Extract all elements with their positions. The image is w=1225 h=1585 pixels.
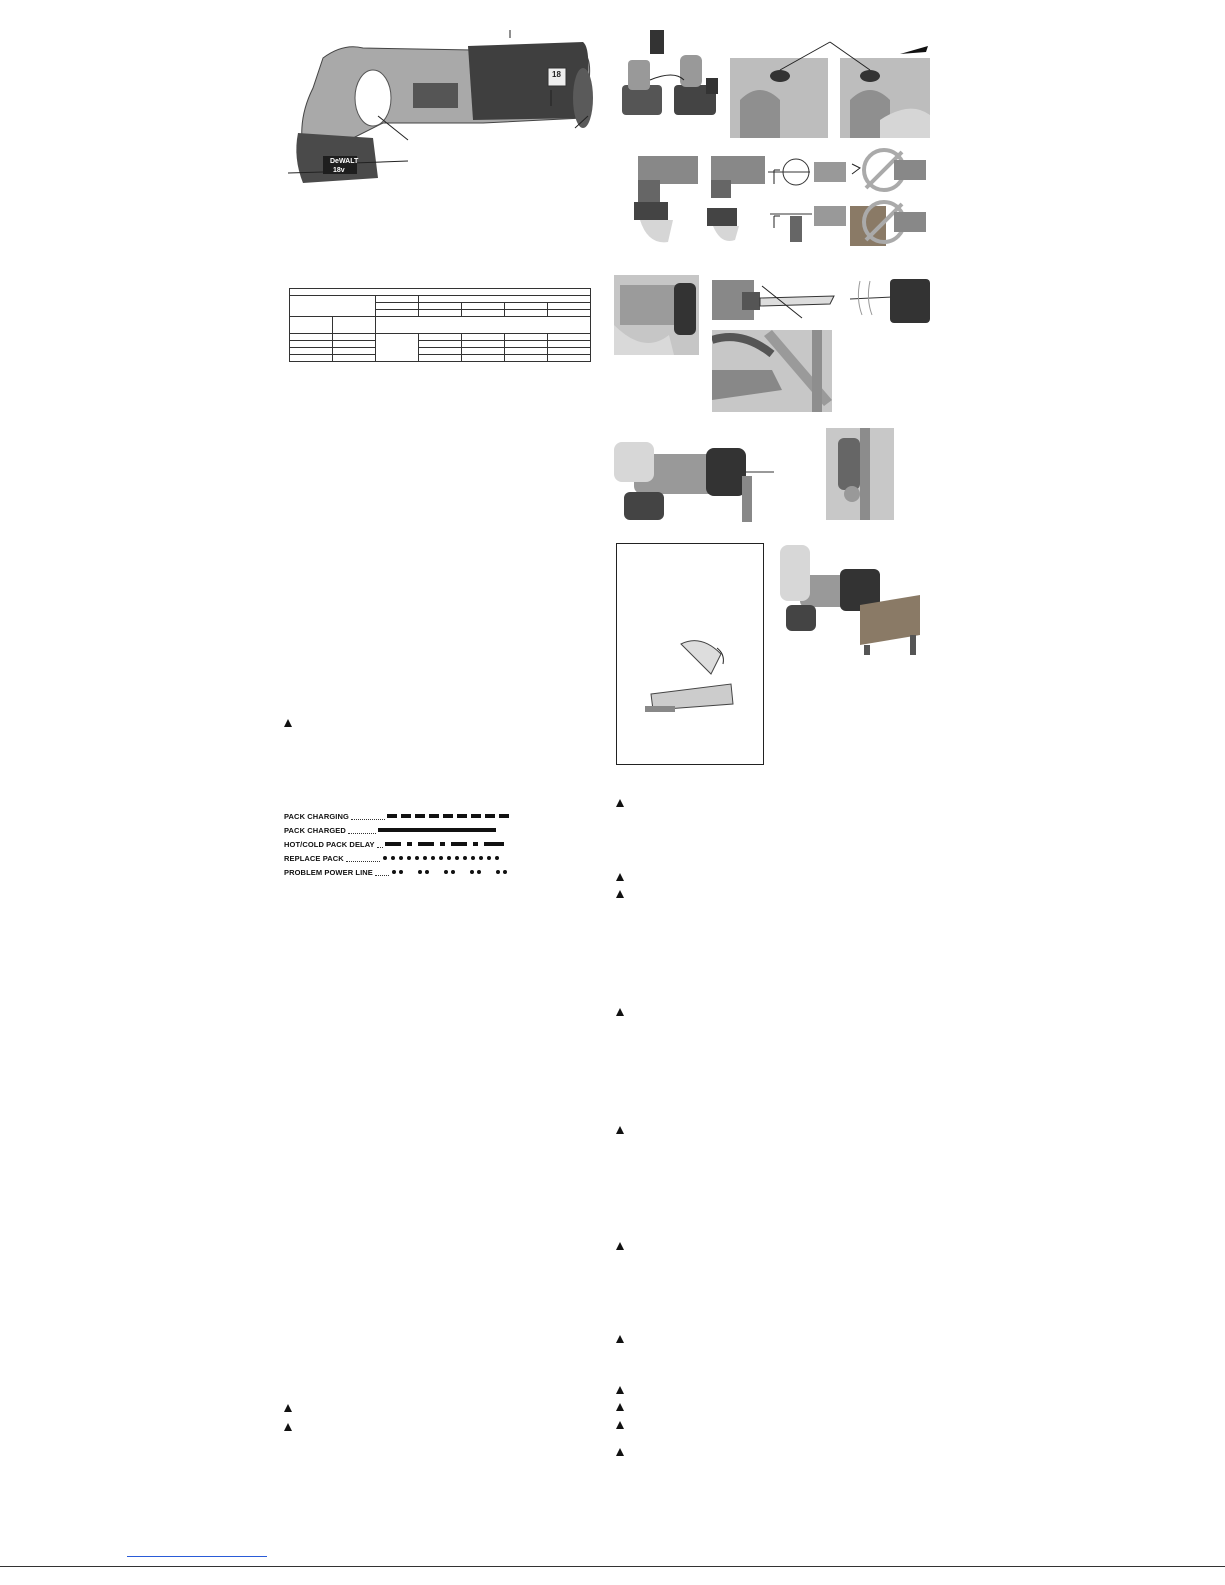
figure-cutting-frame — [712, 330, 832, 412]
legend-row-problem-power-line — [284, 866, 513, 878]
saw-voltage-badge: 18 — [552, 70, 561, 79]
figure-blade-wrong-1 — [848, 146, 926, 192]
saw-illustration — [283, 28, 603, 198]
legend-label: PACK CHARGING — [284, 811, 349, 821]
warning-triangle-icon — [616, 1242, 624, 1250]
legend-row-replace-pack — [284, 852, 504, 864]
legend-label: REPLACE PACK — [284, 853, 344, 863]
figure-switch-lock — [730, 40, 930, 138]
pattern-dot-pair — [391, 869, 513, 875]
figure-battery-charging — [614, 30, 724, 122]
pattern-dot — [382, 855, 504, 861]
figure-blade-clamp — [614, 275, 699, 355]
pattern-dash — [387, 813, 509, 819]
warning-triangle-icon — [616, 1008, 624, 1016]
warning-triangle-icon — [616, 890, 624, 898]
legend-row-hot-cold-delay — [284, 838, 507, 850]
footer-link-underline[interactable] — [127, 1556, 267, 1557]
figure-plunge-cut — [641, 634, 741, 724]
figure-plunge-cut-box — [616, 543, 764, 765]
legend-row-pack-charged — [284, 824, 500, 836]
legend-row-pack-charging — [284, 810, 509, 822]
warning-triangle-icon — [616, 1335, 624, 1343]
battery-voltage-label: 18v — [333, 167, 345, 174]
legend-label: HOT/COLD PACK DELAY — [284, 839, 375, 849]
warning-triangle-icon — [284, 1423, 292, 1431]
figure-blade-install — [712, 280, 837, 325]
warning-triangle-icon — [616, 1421, 624, 1429]
figure-battery-remove — [705, 150, 765, 245]
figure-blade-correct-2 — [770, 200, 846, 242]
figure-cutting-vise — [780, 545, 920, 655]
warning-triangle-icon — [616, 1448, 624, 1456]
warning-triangle-icon — [284, 719, 292, 727]
figure-flush-cut — [826, 428, 894, 520]
figure-cutting-horizontal — [614, 432, 774, 522]
pattern-long-short — [385, 841, 507, 847]
warning-triangle-icon — [284, 1404, 292, 1412]
legend-label: PROBLEM POWER LINE — [284, 867, 373, 877]
warning-triangle-icon — [616, 873, 624, 881]
battery-brand-label: DeWALT — [330, 158, 359, 165]
legend-label: PACK CHARGED — [284, 825, 346, 835]
spec-table — [289, 288, 591, 362]
pattern-solid — [378, 827, 500, 833]
warning-triangle-icon — [616, 799, 624, 807]
warning-triangle-icon — [616, 1386, 624, 1394]
figure-blade-correct-1 — [766, 150, 846, 192]
figure-blade-wrong-2 — [848, 196, 926, 246]
warning-triangle-icon — [616, 1126, 624, 1134]
page-bottom-rule — [0, 1566, 1225, 1567]
figure-battery-insert — [628, 150, 698, 245]
warning-triangle-icon — [616, 1403, 624, 1411]
figure-shoe-adjust — [850, 275, 930, 325]
